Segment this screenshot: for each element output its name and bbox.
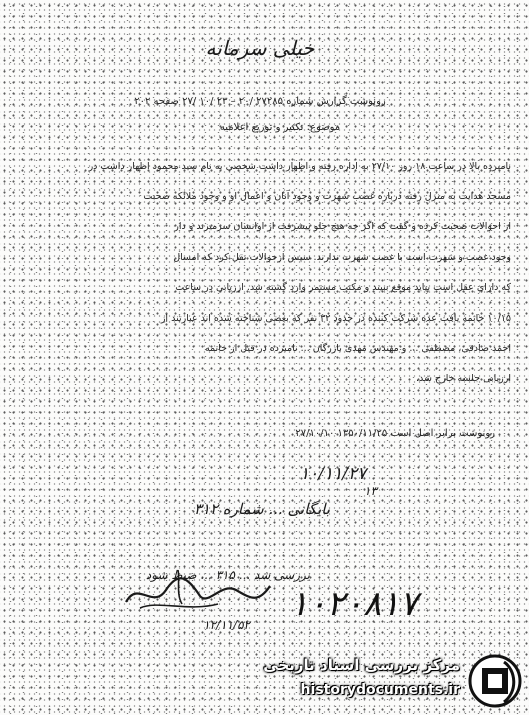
archive-logo-icon <box>468 654 522 708</box>
body-line: ارزیابی جلسه خارج شد. <box>415 373 511 384</box>
body-line: مسجد هدایت به منزل رفته درباره غصب شهرت و وجود آنان و اعمال او و وجود ملائکه صحبت <box>143 191 511 202</box>
file-number: ۱۰۲۰۸۱۷ <box>290 584 418 624</box>
watermark-name: مرکز بررسی اسناد تاریخی <box>263 656 460 674</box>
watermark <box>238 650 528 712</box>
handwritten-date: ۱۰/۱۱/۲۷ <box>300 464 367 484</box>
signature-icon <box>118 560 278 620</box>
body-line: از احوالات صحبت کرده و گفت که اگر چه هیچ جلو پیشرفت از اوانسان سرمیزند و دار <box>174 221 511 232</box>
report-subject: موضوع: تکثیر و توزیع اعلامیه <box>219 122 341 133</box>
handwritten-archive-note: بایگانی ... شماره ۳۱۲ <box>193 500 330 518</box>
body-line: نامبرده بالا در ساعت ۱۸ روز ۲۷/۱۰ به اداره رفته و اظهار داشت شخصی به نام سید محمود اظهار داشت در <box>88 161 511 172</box>
body-line: ۱۰/۱۵ خاتمه یافت عده شرکت کننده در حدود ۳۲ نفر که بعضی شناخته شده اند عبارتند از <box>160 313 511 324</box>
body-line: وجود غصب و شهرت است با غصب شهرت ندارند. سپس ازحوالات نقل کرد که امسال <box>173 252 511 263</box>
document-title: خیلی سرمانه <box>205 36 315 60</box>
body-line: که دارای عقل است بیاید موقع ببیند و مکتب مستمر وارد گشته شد. ارزیابی در ساعت <box>175 282 511 293</box>
watermark-url: historydocuments.ir <box>300 682 460 698</box>
handwritten-date-note: ۱۲/۱۱/۵۲ <box>203 618 250 632</box>
handwritten-sub-mark: ۱۳ <box>364 484 377 498</box>
report-reference: رونوشت گزارش شماره ۲۷۲۸۵ /۲۰ – ۲۳ /۱۰ /۲۷ صفحه ۲۰۲ <box>134 96 386 107</box>
body-line: احمد صادقی، مصطفی ... و مهندس مهدی بازرگان ... نامبرده در قبل از خاتمه <box>204 343 511 354</box>
handwritten-approval-note: بررسی شد ... ۳۱۵ ... ضبط شود <box>145 568 310 582</box>
copy-attestation: رونوشت برابر اصل است ۱۳۵۰/۱۱/۲۵ ۲۷/۱۰/۱۰ <box>295 428 495 439</box>
